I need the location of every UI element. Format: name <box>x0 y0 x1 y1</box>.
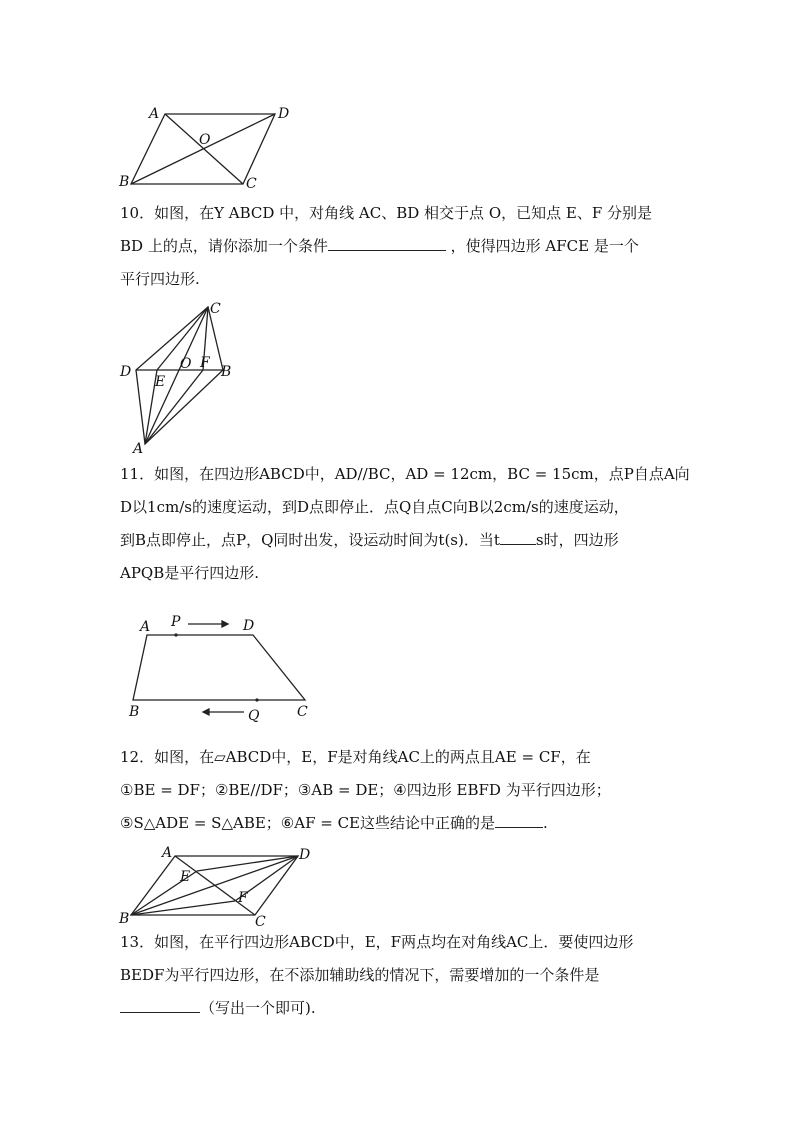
label-d: D <box>299 847 311 863</box>
q13-line-1: 13．如图，在平行四边形ABCD中，E，F两点均在对角线AC上．要使四边形 <box>120 933 634 951</box>
quadrilateral-afce-figure <box>115 298 245 458</box>
q13-line-3: （写出一个即可). <box>120 992 633 1025</box>
label-o: O <box>199 132 211 148</box>
q10-line-1: 10．如图，在Y ABCD 中，对角线 AC、BD 相交于点 O，已知点 E、F 分别是 <box>120 204 653 222</box>
trapezoid-figure <box>120 612 320 727</box>
q11-line-2: D以1cm/s的速度运动，到D点即停止．点Q自点C向B以2cm/s的速度运动， <box>120 498 629 516</box>
label-o: O <box>180 356 192 372</box>
label-a: A <box>149 106 160 122</box>
line-e-d <box>197 856 298 871</box>
label-d: D <box>120 364 132 380</box>
answer-blank-q10[interactable] <box>328 234 446 251</box>
q11-line-4: APQB是平行四边形. <box>120 564 260 582</box>
label-a: A <box>162 845 173 861</box>
answer-blank-q12[interactable] <box>495 811 543 828</box>
label-f: F <box>238 890 248 906</box>
question-12 <box>120 741 611 840</box>
parallelogram-abcd-figure <box>115 100 305 195</box>
q10-line-3: 平行四边形. <box>120 270 200 288</box>
label-c: C <box>246 176 257 192</box>
trapezoid-outline <box>133 635 305 700</box>
label-q: Q <box>248 708 260 724</box>
answer-blank-q13[interactable] <box>120 996 200 1013</box>
outer-quadrilateral <box>136 307 223 444</box>
q12-line-2: ①BE = DF；②BE//DF；③AB = DE；④四边形 EBFD 为平行四边形； <box>120 781 611 799</box>
question-10 <box>120 197 652 296</box>
q11-line-1: 11．如图，在四边形ABCD中，AD//BC，AD = 12cm，BC = 15cm，点P自点A向 <box>120 465 690 483</box>
arrow-q-head <box>203 709 209 715</box>
q12-line-1: 12．如图，在▱ABCD中，E，F是对角线AC上的两点且AE = CF，在 <box>120 748 591 766</box>
parallelogram-ebfd-figure <box>115 845 315 930</box>
label-b: B <box>119 174 130 190</box>
label-d: D <box>243 618 255 634</box>
label-e: E <box>180 869 191 885</box>
line-b-d <box>131 856 298 915</box>
label-a: A <box>133 441 144 457</box>
question-13 <box>120 926 633 1025</box>
label-p: P <box>171 614 181 630</box>
diagonal-bd <box>131 114 275 184</box>
label-c: C <box>210 301 221 317</box>
q13-line-2: BEDF为平行四边形，在不添加辅助线的情况下，需要增加的一个条件是 <box>120 966 600 984</box>
label-f: F <box>200 355 210 371</box>
label-b: B <box>129 704 140 720</box>
arrow-p-head <box>222 621 228 627</box>
label-e: E <box>155 374 166 390</box>
q11-line-3: 到B点即停止，点P，Q同时出发，设运动时间为t(s)．当t s时，四边形 <box>120 524 690 557</box>
label-c: C <box>255 914 266 930</box>
line-b-f <box>131 901 235 915</box>
q12-line-3: ⑤S△ADE = S△ABE；⑥AF = CE这些结论中正确的是 . <box>120 807 611 840</box>
question-11 <box>120 458 690 590</box>
label-b: B <box>221 364 232 380</box>
label-d: D <box>278 106 290 122</box>
point-q <box>255 698 258 701</box>
label-b: B <box>119 911 130 927</box>
point-p <box>174 633 177 636</box>
q10-line-2: BD 上的点，请你添加一个条件 ，使得四边形 AFCE 是一个 <box>120 230 652 263</box>
answer-blank-q11[interactable] <box>500 528 536 545</box>
label-a: A <box>140 619 151 635</box>
label-c: C <box>297 704 308 720</box>
